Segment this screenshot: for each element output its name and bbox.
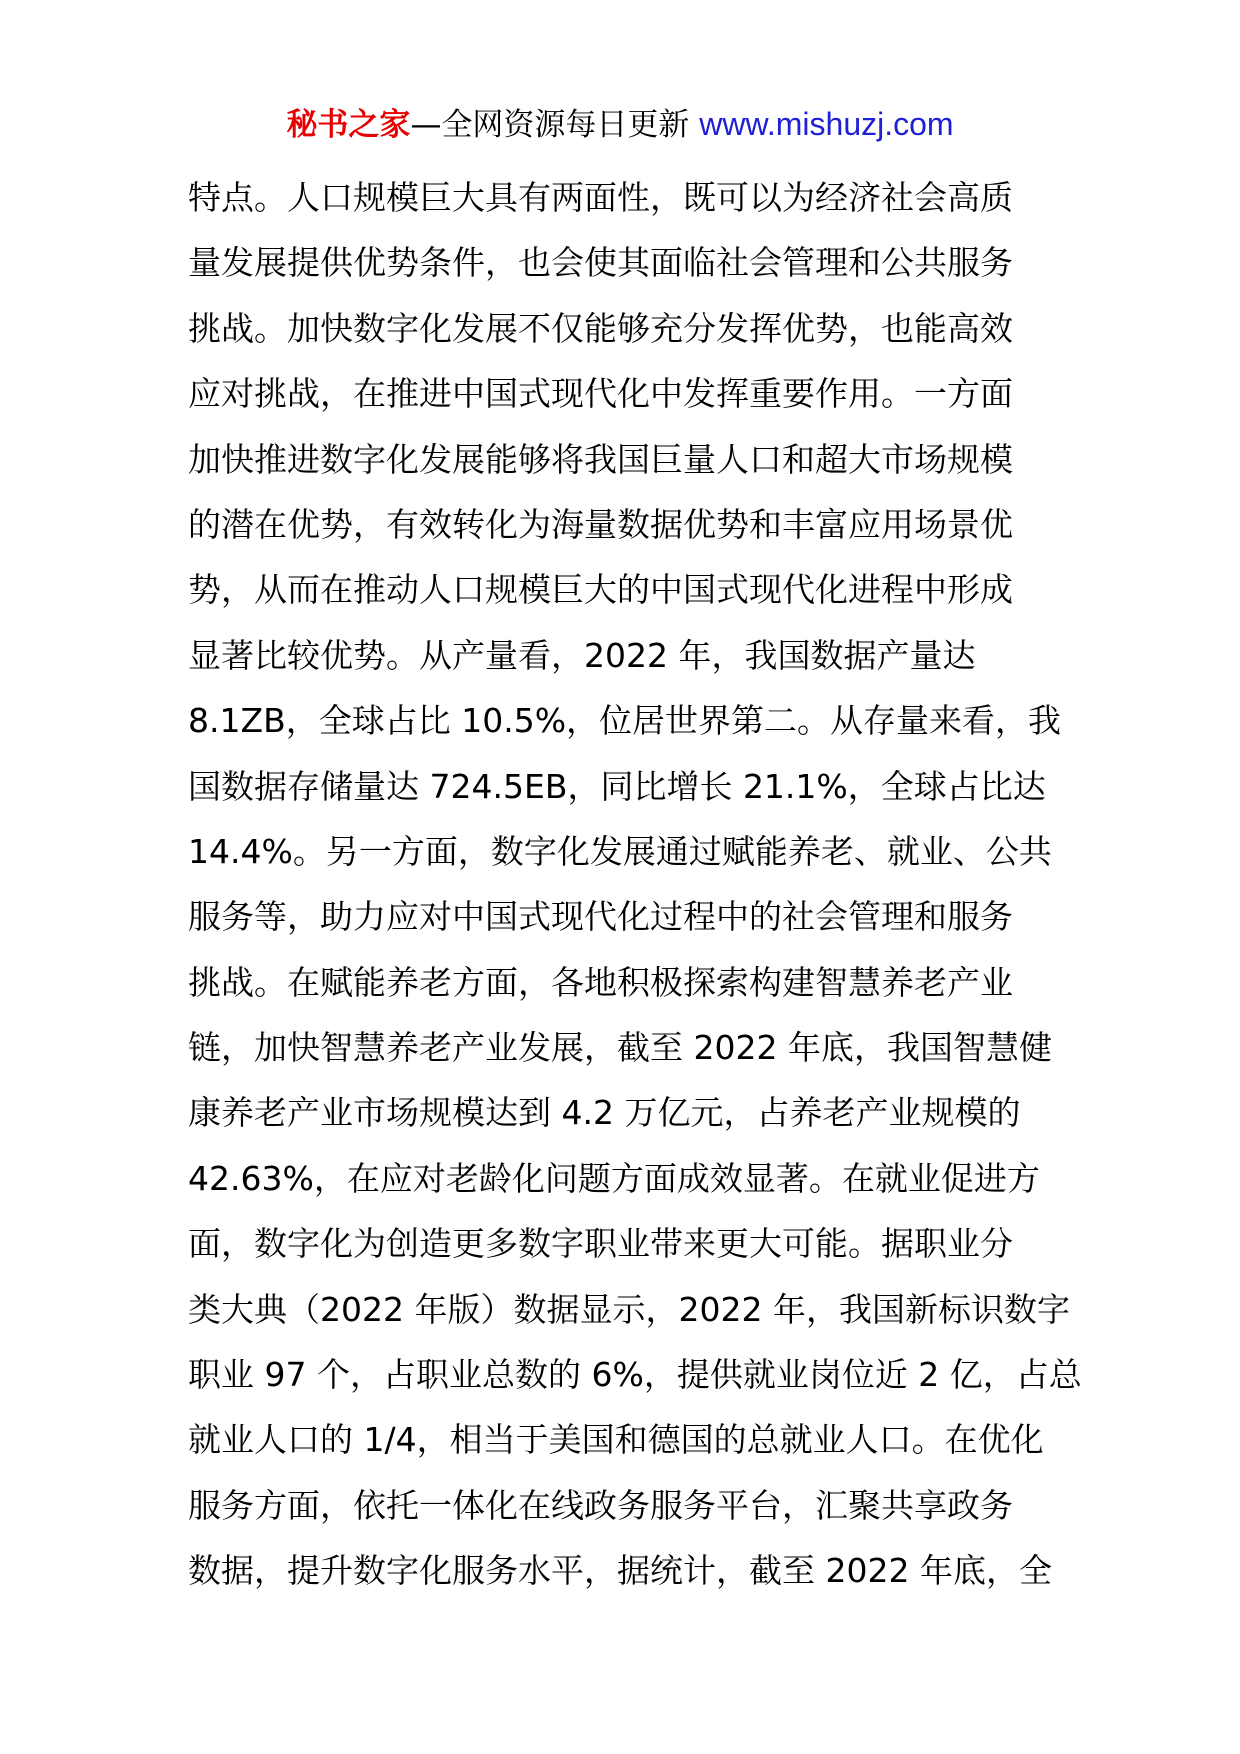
text-line: 类大典（2022 年版）数据显示，2022 年，我国新标识数字 bbox=[188, 1289, 1070, 1329]
text-line: 职业 97 个，占职业总数的 6%，提供就业岗位近 2 亿，占总 bbox=[188, 1355, 1082, 1395]
text-line: 应对挑战，在推进中国式现代化中发挥重要作用。一方面 bbox=[188, 374, 1013, 414]
text-line: 服务等，助力应对中国式现代化过程中的社会管理和服务 bbox=[188, 897, 1013, 937]
header-tagline: —全网资源每日更新 bbox=[410, 107, 700, 143]
text-line: 面，数字化为创造更多数字职业带来更大可能。据职业分 bbox=[188, 1224, 1013, 1264]
text-line: 挑战。加快数字化发展不仅能够充分发挥优势，也能高效 bbox=[188, 308, 1013, 348]
text-line: 14.4%。另一方面，数字化发展通过赋能养老、就业、公共 bbox=[188, 831, 1052, 871]
text-line: 康养老产业市场规模达到 4.2 万亿元，占养老产业规模的 bbox=[188, 1093, 1021, 1133]
text-line: 数据，提升数字化服务水平，据统计，截至 2022 年底，全 bbox=[188, 1551, 1052, 1591]
text-line: 42.63%，在应对老龄化问题方面成效显著。在就业促进方 bbox=[188, 1158, 1040, 1198]
text-line: 就业人口的 1/4，相当于美国和德国的总就业人口。在优化 bbox=[188, 1420, 1044, 1460]
text-line: 量发展提供优势条件，也会使其面临社会管理和公共服务 bbox=[188, 243, 1013, 283]
text-line: 势，从而在推动人口规模巨大的中国式现代化进程中形成 bbox=[188, 570, 1013, 610]
text-line: 8.1ZB，全球占比 10.5%，位居世界第二。从存量来看，我 bbox=[188, 701, 1062, 741]
page-header bbox=[0, 101, 1240, 148]
text-line: 国数据存储量达 724.5EB，同比增长 21.1%，全球占比达 bbox=[188, 766, 1046, 806]
site-url-link[interactable]: www.mishuzj.com bbox=[699, 106, 954, 142]
brand-name: 秘书之家 bbox=[286, 107, 411, 143]
text-line: 加快推进数字化发展能够将我国巨量人口和超大市场规模 bbox=[188, 439, 1013, 479]
text-line: 的潜在优势，有效转化为海量数据优势和丰富应用场景优 bbox=[188, 504, 1013, 544]
text-line: 特点。人口规模巨大具有两面性，既可以为经济社会高质 bbox=[188, 178, 1013, 217]
text-line: 服务方面，依托一体化在线政务服务平台，汇聚共享政务 bbox=[188, 1485, 1013, 1525]
text-line: 链，加快智慧养老产业发展，截至 2022 年底，我国智慧健 bbox=[188, 1028, 1052, 1068]
text-line: 显著比较优势。从产量看，2022 年，我国数据产量达 bbox=[188, 635, 976, 675]
text-line: 挑战。在赋能养老方面，各地积极探索构建智慧养老产业 bbox=[188, 962, 1013, 1002]
body-text bbox=[188, 165, 1082, 1604]
